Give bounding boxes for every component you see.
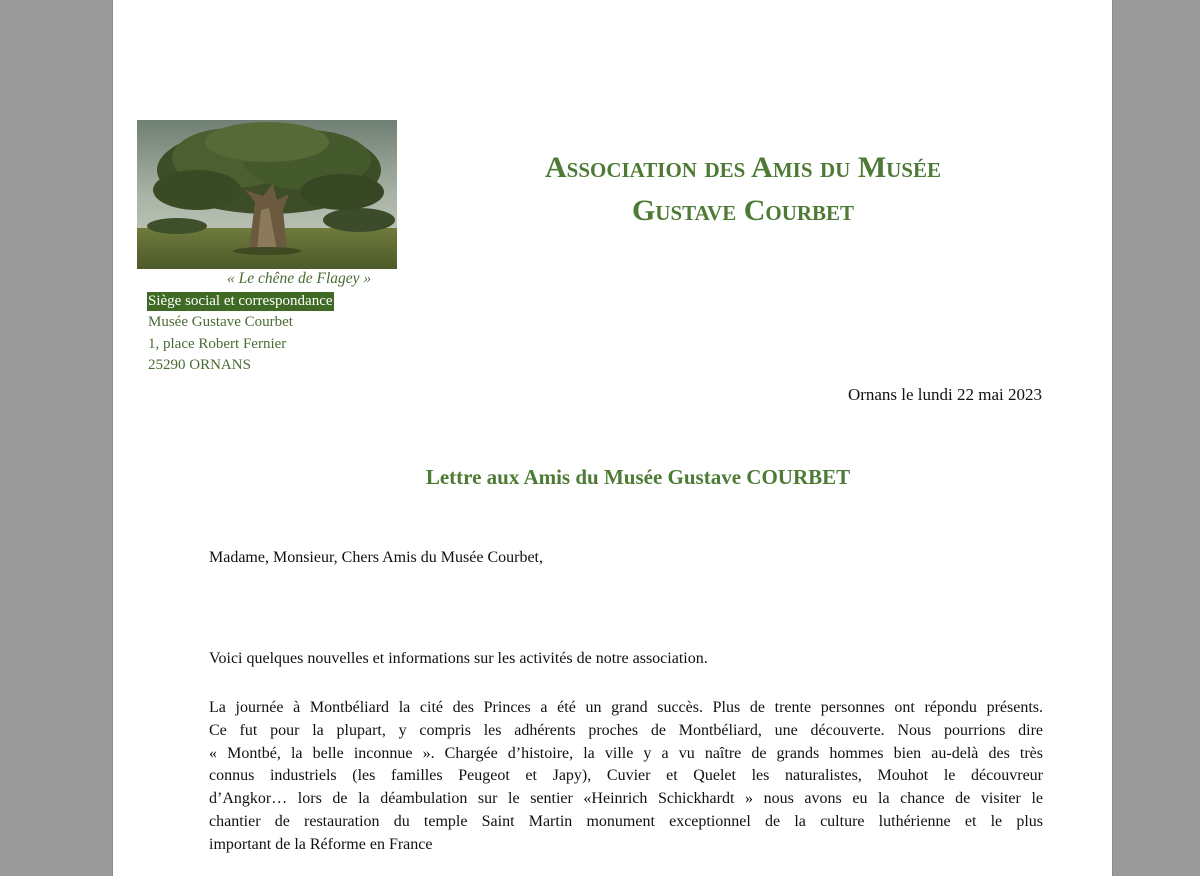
paragraph-line: Ce fut pour la plupart, y compris les adhérents proches de Montbéliard, une découverte. Nous pourrions dire (209, 721, 1043, 739)
paragraph-line: chantier de restauration du temple Saint Martin monument exceptionnel de la culture luthérienne et le plus (209, 812, 1043, 830)
document-page (113, 0, 1112, 876)
letter-title: Lettre aux Amis du Musée Gustave COURBET (425, 465, 851, 489)
paragraph-line: « Montbé, la belle inconnue ». Chargée d’histoire, la ville y a vu naître de grands hommes bien au-delà des très (209, 744, 1043, 762)
painting-image (137, 120, 397, 269)
siege-social-label: Siège social et correspondance (148, 293, 333, 309)
address-line-1: Musée Gustave Courbet (148, 314, 293, 330)
paragraph-line: connus industriels (les familles Peugeot et Japy), Cuvier et Quelet les naturalistes, Mouhot le découvreur (209, 767, 1043, 785)
body-paragraph (209, 697, 1043, 857)
association-title-line-1: Association des Amis du Musée (544, 151, 942, 184)
association-title (443, 146, 1043, 232)
painting-caption: « Le chêne de Flagey » (227, 270, 372, 287)
paragraph-line: d’Angkor… lors de la déambulation sur le sentier «Heinrich Schickhardt » nous avons eu la chance de visiter le (209, 790, 1043, 808)
paragraph-line: important de la Réforme en France (209, 835, 433, 853)
intro-sentence: Voici quelques nouvelles et informations sur les activités de notre association. (209, 650, 708, 667)
address-line-3: 25290 ORNANS (148, 357, 251, 373)
address-line-2: 1, place Robert Fernier (148, 336, 287, 352)
letter-date: Ornans le lundi 22 mai 2023 (847, 385, 1042, 404)
paragraph-line: La journée à Montbéliard la cité des Princes a été un grand succès. Plus de trente personnes ont répondu présents. (209, 699, 1043, 716)
greeting: Madame, Monsieur, Chers Amis du Musée Courbet, (209, 549, 543, 566)
association-title-line-2: Gustave Courbet (631, 194, 855, 227)
